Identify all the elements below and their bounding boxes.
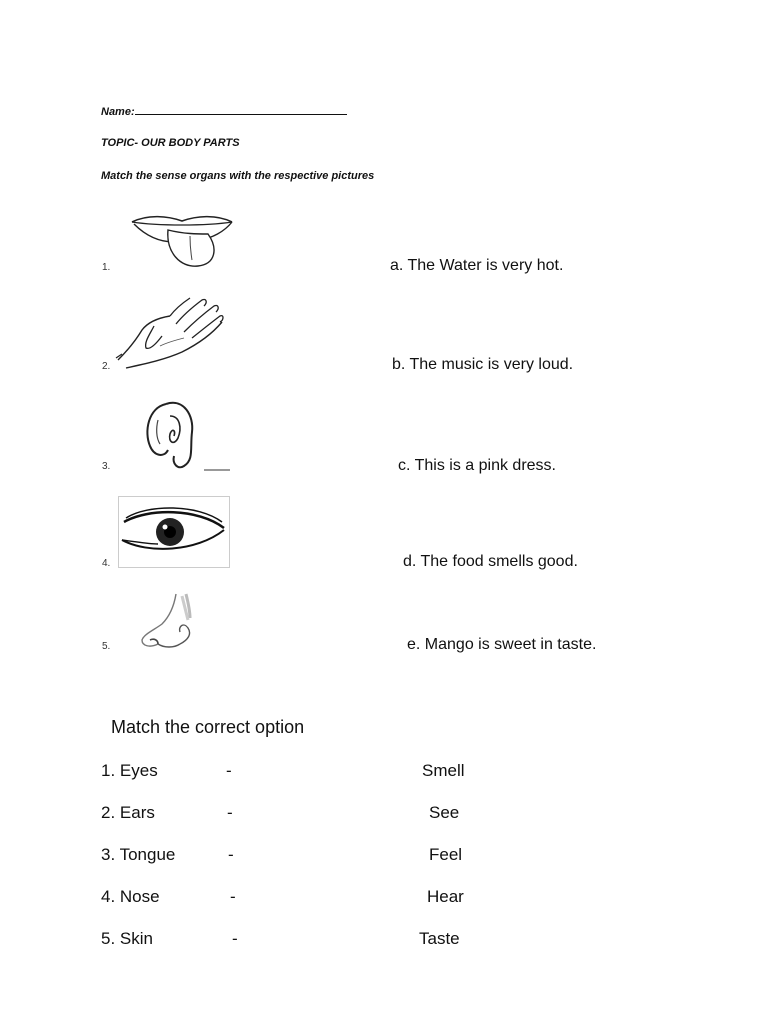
match-row-2-left: 2. Ears <box>101 803 155 822</box>
match-row-4-dash: - <box>230 887 236 906</box>
match-row-5-right: Taste <box>419 929 460 948</box>
match-row-4-left: 4. Nose <box>101 887 160 906</box>
match-row-5-dash: - <box>232 929 238 948</box>
match-row-5-left: 5. Skin <box>101 929 153 948</box>
eye-icon <box>118 496 230 568</box>
section2-title: Match the correct option <box>111 717 305 737</box>
mouth-tongue-icon <box>128 212 236 272</box>
match-row-1-dash: - <box>226 761 232 780</box>
picture-number-5: 5. <box>102 641 111 652</box>
name-label: Name: <box>101 106 135 118</box>
picture-number-2: 2. <box>102 361 111 372</box>
nose-icon <box>134 590 204 654</box>
picture-number-4: 4. <box>102 558 111 569</box>
match-row-1-right: Smell <box>422 761 465 780</box>
sentence-d: d. The food smells good. <box>403 553 578 570</box>
match-row-2-dash: - <box>227 803 233 822</box>
match-row-3-right: Feel <box>429 845 463 864</box>
name-field-label <box>101 104 347 118</box>
match-row-4-right: Hear <box>427 887 464 906</box>
sentence-c: c. This is a pink dress. <box>398 457 556 474</box>
ear-icon <box>138 398 238 474</box>
match-row-1-left: 1. Eyes <box>101 761 158 780</box>
sentence-e: e. Mango is sweet in taste. <box>407 636 597 653</box>
sentence-a: a. The Water is very hot. <box>390 257 564 274</box>
hand-icon <box>114 294 228 374</box>
instruction-text: Match the sense organs with the respective pictures <box>101 170 375 182</box>
sentence-b: b. The music is very loud. <box>392 356 574 373</box>
name-blank-line[interactable] <box>135 104 347 115</box>
topic-heading: TOPIC- OUR BODY PARTS <box>101 137 240 149</box>
match-row-3-dash: - <box>228 845 234 864</box>
picture-number-1: 1. <box>102 262 111 273</box>
picture-number-3: 3. <box>102 461 111 472</box>
match-row-2-right: See <box>429 803 460 822</box>
match-row-3-left: 3. Tongue <box>101 845 176 864</box>
